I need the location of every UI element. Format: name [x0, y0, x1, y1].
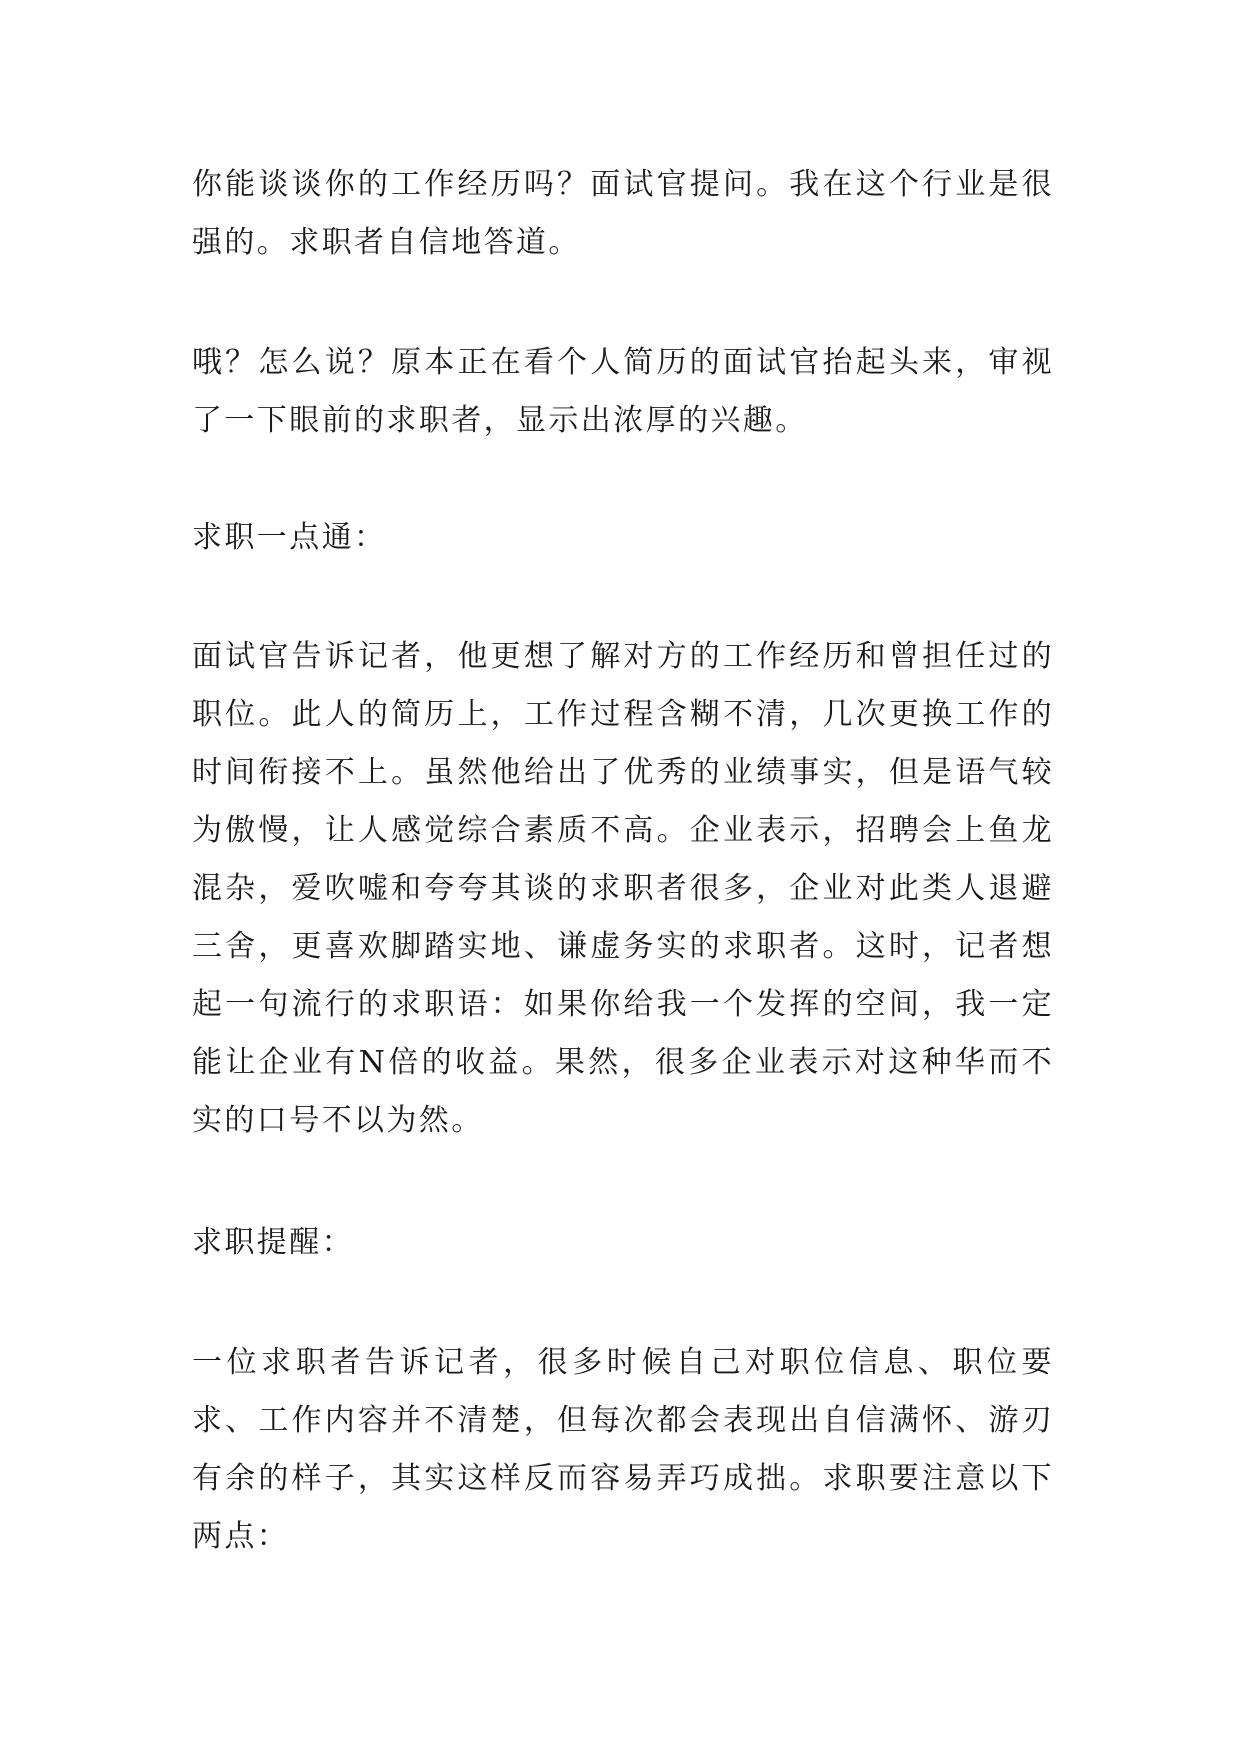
paragraph-interviewer-comments: 面试官告诉记者，他更想了解对方的工作经历和曾担任过的职位。此人的简历上，工作过程含糊不清，几次更换工作的时间衔接不上。虽然他给出了优秀的业绩事实，但是语气较为傲慢，让人感觉综合素质不高。企业表示，招聘会上鱼龙混杂，爱吹嘘和夸夸其谈的求职者很多，企业对此类人退避三舍，更喜欢脚踏实地、谦虚务实的求职者。这时，记者想起一句流行的求职语：如果你给我一个发挥的空间，我一定能让企业有N倍的收益。果然，很多企业表示对这种华而不实的口号不以为然。	[192, 639, 1054, 1138]
section-heading-job-reminder: 求职提醒：	[192, 1225, 354, 1260]
section-heading-job-tips: 求职一点通：	[192, 520, 387, 555]
paragraph-interviewer-interest: 哦？怎么说？原本正在看个人简历的面试官抬起头来，审视了一下眼前的求职者，显示出浓厚的兴趣。	[192, 345, 1054, 438]
paragraph-interview-question: 你能谈谈你的工作经历吗？面试官提问。我在这个行业是很强的。求职者自信地答道。	[192, 167, 1054, 260]
paragraph-job-seeker-advice: 一位求职者告诉记者，很多时候自己对职位信息、职位要求、工作内容并不清楚，但每次都会表现出自信满怀、游刃有余的样子，其实这样反而容易弄巧成拙。求职要注意以下两点：	[192, 1345, 1054, 1554]
